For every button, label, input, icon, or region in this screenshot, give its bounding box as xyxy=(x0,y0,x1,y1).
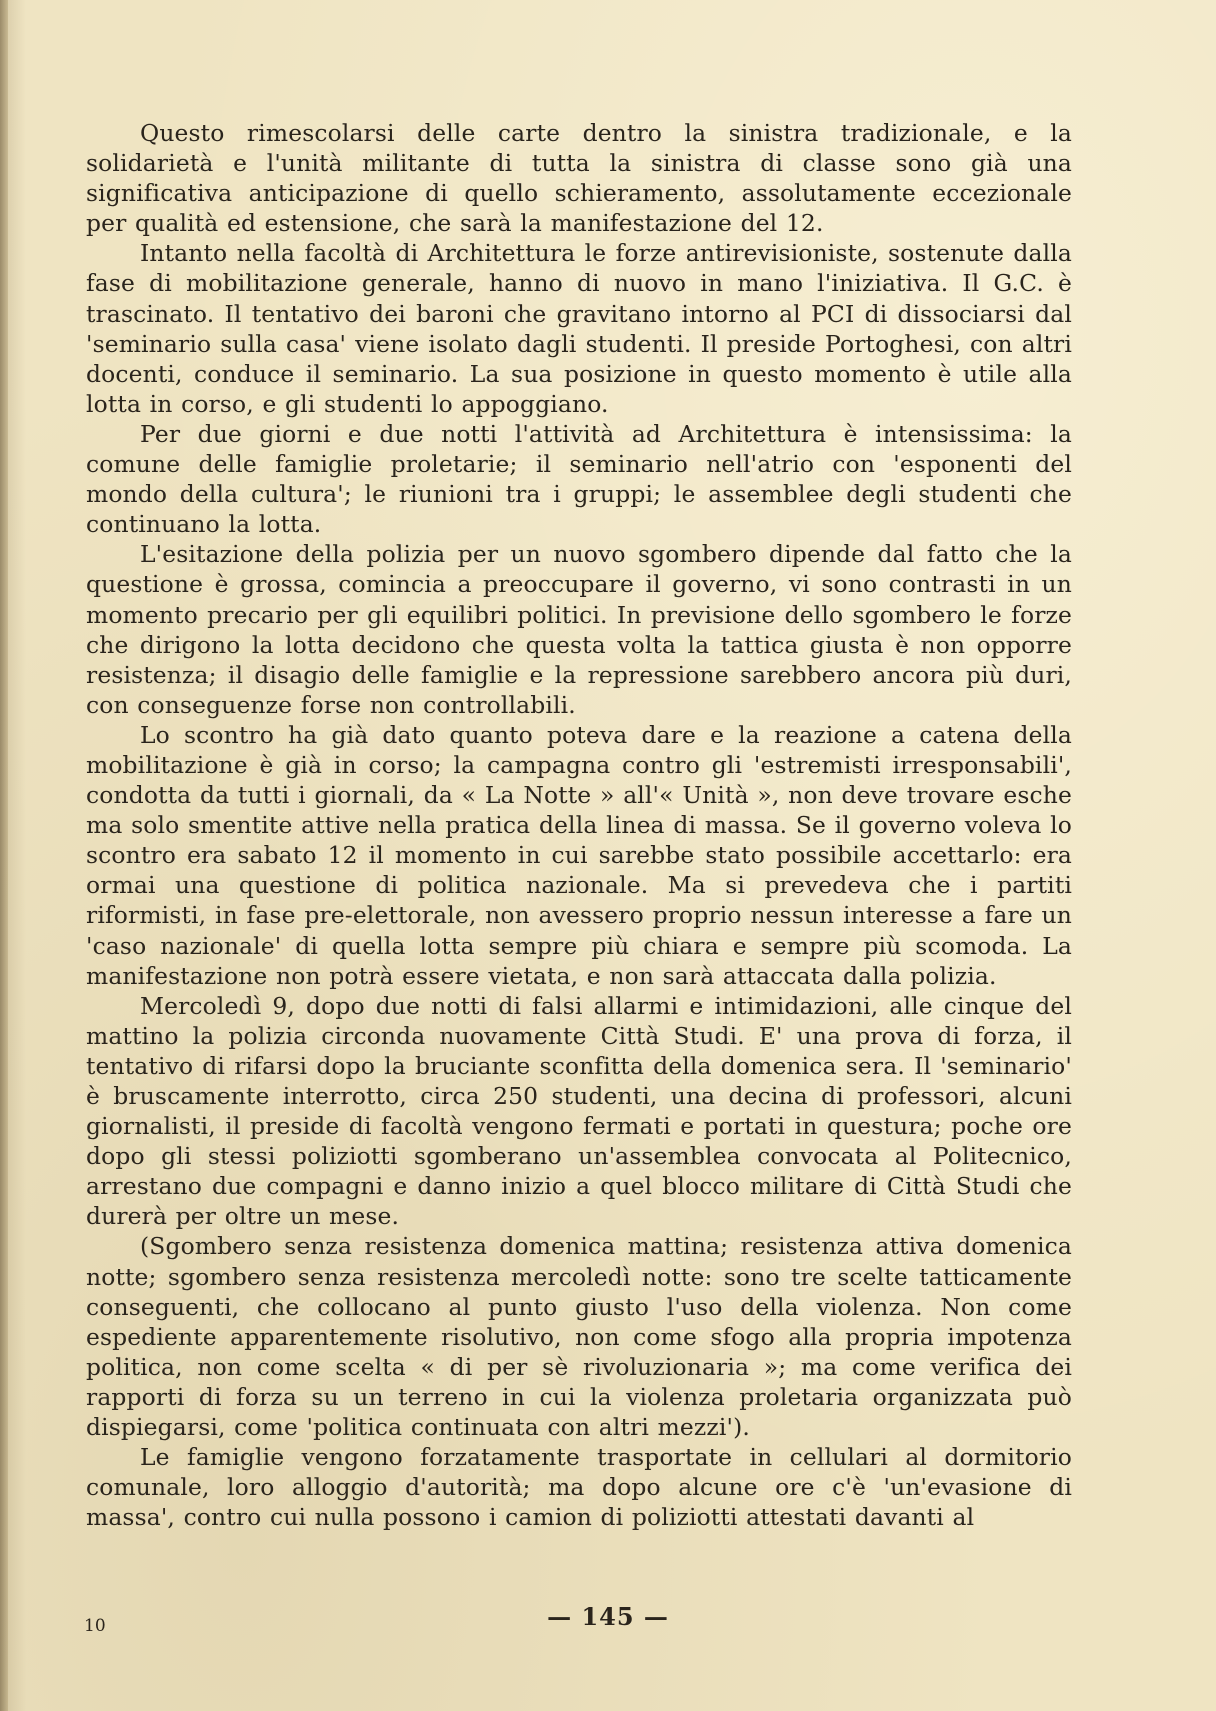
page-binding-edge xyxy=(0,0,8,1711)
paragraph-3: Per due giorni e due notti l'attività ad Architettura è intensissima: la comune delle famiglie proletarie; il seminario nell'atrio con 'esponenti del mondo della cultura'; le riunioni tra i gruppi; le assemblee degli studenti che continuano la lotta. xyxy=(86,419,1072,539)
paragraph-5: Lo scontro ha già dato quanto poteva dare e la reazione a catena della mobilitazione è già in corso; la campagna contro gli 'estremisti irresponsabili', condotta da tutti i giornali, da « La Notte » all'« Unità », non deve trovare esche ma solo smentite attive nella pratica della linea di massa. Se il governo voleva lo scontro era sabato 12 il momento in cui sarebbe stato possibile accettarlo: era ormai una questione di politica nazionale. Ma si prevedeva che i partiti riformisti, in fase pre-elettorale, non avessero proprio nessun interesse a fare un 'caso nazionale' di quella lotta sempre più chiara e sempre più scomoda. La manifestazione non potrà essere vietata, e non sarà attaccata dalla polizia. xyxy=(86,720,1072,990)
paragraph-8: Le famiglie vengono forzatamente trasportate in cellulari al dormitorio comunale, loro alloggio d'autorità; ma dopo alcune ore c'è 'un'evasione di massa', contro cui nulla possono i camion di poliziotti attestati davanti al xyxy=(86,1443,1072,1532)
signature-mark: 10 xyxy=(84,1616,106,1636)
page-number: — 145 — xyxy=(547,1602,669,1631)
paragraph-7: (Sgombero senza resistenza domenica mattina; resistenza attiva domenica notte; sgombero senza resistenza mercoledì notte: sono tre scelte tatticamente conseguenti, che collocano al punto giusto l'uso della violenza. Non come espediente apparentemente risolutivo, non come sfogo alla propria impotenza politica, non come scelta « di per sè rivoluzionaria »; ma come verifica dei rapporti di forza su un terreno in cui la violenza proletaria organizzata può dispiegarsi, come 'politica continuata con altri mezzi'). xyxy=(86,1232,1072,1442)
paragraph-2: Intanto nella facoltà di Architettura le forze antirevisioniste, sostenute dalla fase di mobilitazione generale, hanno di nuovo in mano l'iniziativa. Il G.C. è trascinato. Il tentativo dei baroni che gravitano intorno al PCI di dissociarsi dal 'seminario sulla casa' viene isolato dagli studenti. Il preside Portoghesi, con altri docenti, conduce il seminario. La sua posizione in questo momento è utile alla lotta in corso, e gli studenti lo appoggiano. xyxy=(86,239,1072,418)
body-text xyxy=(86,118,1072,1532)
paragraph-4: L'esitazione della polizia per un nuovo sgombero dipende dal fatto che la questione è grossa, comincia a preoccupare il governo, vi sono contrasti in un momento precario per gli equilibri politici. In previsione dello sgombero le forze che dirigono la lotta decidono che questa volta la tattica giusta è non opporre resistenza; il disagio delle famiglie e la repressione sarebbero ancora più duri, con conseguenze forse non controllabili. xyxy=(86,540,1072,719)
paragraph-6: Mercoledì 9, dopo due notti di falsi allarmi e intimidazioni, alle cinque del mattino la polizia circonda nuovamente Città Studi. E' una prova di forza, il tentativo di rifarsi dopo la bruciante sconfitta della domenica sera. Il 'seminario' è bruscamente interrotto, circa 250 studenti, una decina di professori, alcuni giornalisti, il preside di facoltà vengono fermati e portati in questura; poche ore dopo gli stessi poliziotti sgomberano un'assemblea convocata al Politecnico, arrestano due compagni e danno inizio a quel blocco militare di Città Studi che durerà per oltre un mese. xyxy=(86,991,1072,1231)
paragraph-1: Questo rimescolarsi delle carte dentro la sinistra tradizionale, e la solidarietà e l'unità militante di tutta la sinistra di classe sono già una significativa anticipazione di quello schieramento, assolutamente eccezionale per qualità ed estensione, che sarà la manifestazione del 12. xyxy=(86,119,1072,238)
